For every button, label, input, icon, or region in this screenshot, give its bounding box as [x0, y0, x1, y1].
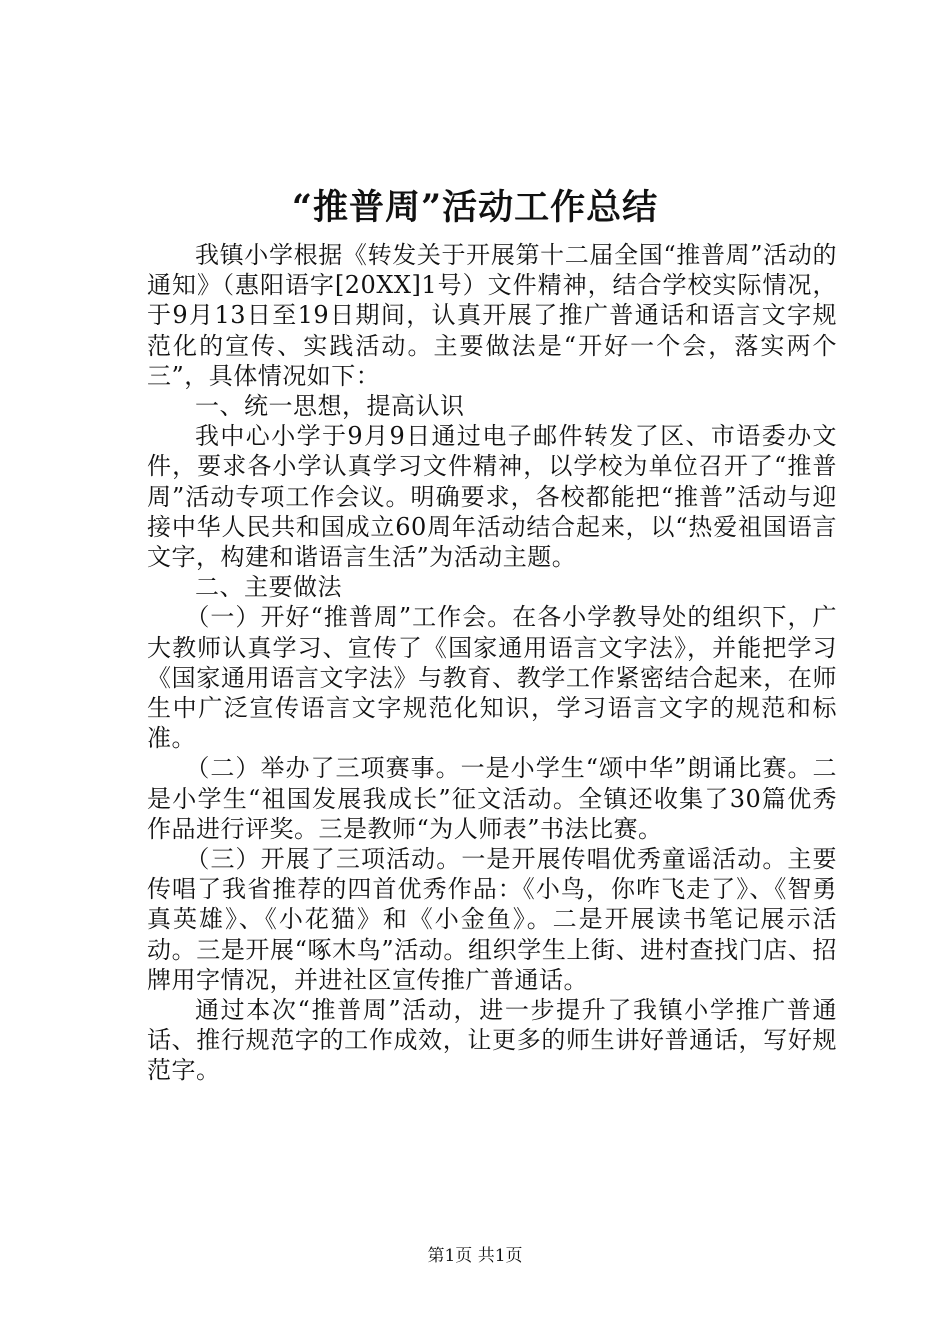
subsection-2-paragraph: （二）举办了三项赛事。一是小学生“颂中华”朗诵比赛。二是小学生“祖国发展我成长”征文活动。全镇还收集了30篇优秀作品进行评奖。三是教师“为人师表”书法比赛。	[147, 754, 837, 843]
page-number-footer: 第1页 共1页	[427, 1246, 523, 1266]
section-heading-2: 二、主要做法	[195, 573, 342, 602]
section-1-paragraph: 我中心小学于9月9日通过电子邮件转发了区、市语委办文件，要求各小学认真学习文件精神，以学校为单位召开了“推普周”活动专项工作会议。明确要求，各校都能把“推普”活动与迎接中华人民共和国成立60周年活动结合起来，以“热爱祖国语言文字，构建和谐语言生活”为活动主题。	[147, 422, 837, 572]
intro-paragraph: 我镇小学根据《转发关于开展第十二届全国“推普周”活动的通知》（惠阳语字[20XX]1号）文件精神，结合学校实际情况，于9月13日至19日期间，认真开展了推广普通话和语言文字规范化的宣传、实践活动。主要做法是“开好一个会，落实两个三”，具体情况如下：	[147, 241, 837, 390]
subsection-1-paragraph: （一）开好“推普周”工作会。在各小学教导处的组织下，广大教师认真学习、宣传了《国家通用语言文字法》，并能把学习《国家通用语言文字法》与教育、教学工作紧密结合起来，在师生中广泛宣传语言文字规范化知识，学习语言文字的规范和标准。	[147, 603, 837, 753]
subsection-3-paragraph: （三）开展了三项活动。一是开展传唱优秀童谣活动。主要传唱了我省推荐的四首优秀作品：《小鸟，你咋飞走了》、《智勇真英雄》、《小花猫》和《小金鱼》。二是开展读书笔记展示活动。三是开展“啄木鸟”活动。组织学生上街、进村查找门店、招牌用字情况，并进社区宣传推广普通话。	[147, 845, 837, 994]
document-title: “推普周”活动工作总结	[291, 187, 659, 228]
conclusion-paragraph: 通过本次“推普周”活动，进一步提升了我镇小学推广普通话、推行规范字的工作成效，让更多的师生讲好普通话，写好规范字。	[147, 996, 837, 1085]
document-body	[147, 240, 837, 1086]
section-heading-1: 一、统一思想，提高认识	[195, 392, 465, 421]
